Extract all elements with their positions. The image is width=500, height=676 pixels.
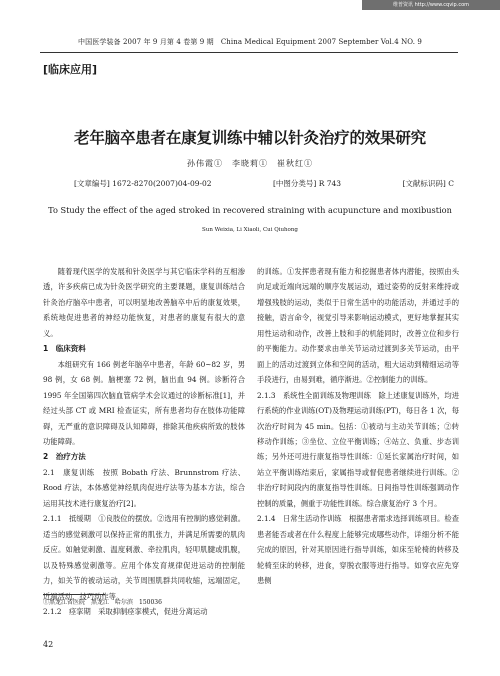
right-column (257, 264, 459, 589)
article-number: [文章编号] 1672-8270(2007)04-09-02 (74, 179, 212, 188)
section-2-1-text: 按照 Bobath 疗法、Brunnstrom 疗法、Rood 疗法，本体感觉神经肌肉促进疗法等为基本方法，综合运用其技术进行康复治疗[2]。 (43, 467, 246, 508)
page-number: 42 (43, 640, 54, 649)
section-2-1-1-heading: 2.1.1 抵缓期 (43, 514, 91, 524)
section-2-1-2-heading: 2.1.2 痉挛期 (43, 606, 91, 616)
article-title: 老年脑卒患者在康复训练中辅以针灸治疗的效果研究 (74, 129, 426, 147)
article-meta (74, 178, 454, 189)
section-2-1-3-text: 除上述康复训练外，均进行系统的作业训练(OT)及物理运动训练(PT)，每日各 1 次，每次治疗时间为 45 min。包括：①被动与主动关节训练；②转移动作训练；③坐位、立位平衡训练；④站立、负重、步态训练；另外还可进行康复指导性训练：①延长家属治疗时间，如站立平衡训练结束后，家属指导或督促患者继续进行训练。②非治疗时间段内的康复指导性训练。日间指导性训练强调动作控制的质量，侧重于功能性训练。综合康复治疗 3 个月。 (257, 390, 460, 508)
intro-paragraph: 随着现代医学的发展和针灸医学与其它临床学科的互相渗透，许多疾病已成为针灸医学研究的主要课题，康复训练结合针灸治疗脑卒中患者，可以明显地改善脑卒中后的康复效果，系统地促进患者的神经功能恢复，对患者的康复有很大的意义。 (43, 267, 245, 338)
header-rule (40, 52, 458, 53)
section-2-1-4-text: 根据患者需求选择训练项目。检查患者能否或者在什么程度上能够完成哪些动作，详细分析不能完成的原因，针对其原因进行指导训练，如床至轮椅的转移及轮椅至床的转移，进食，穿脱衣服等进行指导。如穿衣应先穿患侧 (257, 514, 459, 586)
footnote-rule (43, 594, 105, 595)
section-1-text: 本组研究有 166 例老年脑卒中患者，年龄 60~82 岁，男 98 例，女 68 例。脑梗塞 72 例，脑出血 94 例。诊断符合 1995 年全国第四次脑血管病学术会议通过的诊断标准[1]，并经过头部 CT 或 MRI 检查证实，所有患者均存在肢体功能障碍，无严重的意识障碍及认知障碍，排除其他疾病所致的肢体功能障碍。 (43, 359, 245, 446)
section-label: [临床应用] (43, 63, 98, 76)
journal-header: 中国医学装备 2007 年 9 月第 4 卷第 9 期 China Medical Equipment 2007 September Vol.4 NO. 9 (78, 38, 422, 46)
section-2-1-1-text: ①良肢位的摆放。②选用有控制的感觉刺激。适当的感觉刺激可以保持正常的肌张力，并满足所需要的肌肉反应。如触觉刺激、温度刺激、牵拉肌肉，轻叩肌腱或肌腹，以及特殊感觉刺激等。应用个体发育规律促进运动的控制能力，如关节的被动运动，关节周围肌群共同收缩，远端固定，近端活动、技巧动作等。 (43, 514, 246, 601)
english-authors: Sun Weixia, Li Xiaoli, Cui Qiuhong (202, 227, 298, 233)
watermark-banner: 维普资讯 http://www.cqvip.com (362, 0, 500, 10)
right-paragraph-1: 的训练。①发挥患者现有能力和挖掘患者体内潜能，按照由头向足或近端向远端的顺序发展运动，通过姿势的反射来维持或增强残肢的运动，类似于日常生活中的功能活动，并通过手的接触，语言命令，视觉引导来影响运动模式，更好地掌握其实用性运动和动作，改善上肢和手的机能同时，改善立位和步行的平衡能力。动作要求由单关节运动过渡到多关节运动，由平面上的活动过渡到立体和空间的活动，粗大运动到精细运动等手段进行，由易到难，循序渐进。②控制能力的训练。 (257, 267, 459, 385)
footnote: ①黑龙江省医院 黑龙江 哈尔滨 150036 (43, 599, 162, 606)
left-column (43, 264, 245, 619)
english-title: To Study the effect of the aged stroked in recovered straining with acupuncture and moxibustion (48, 205, 452, 215)
section-2-heading: 2 治疗方法 (43, 452, 86, 462)
document-code: [文献标识码] C (402, 179, 454, 188)
classification-number: [中图分类号] R 743 (273, 179, 342, 188)
authors: 孙伟霞① 李晓莉① 崔秋红① (187, 159, 313, 168)
section-2-1-3-heading: 2.1.3 系统性全面训练及物理训练 (257, 390, 371, 400)
section-2-1-heading: 2.1 康复训练 (43, 467, 95, 477)
section-2-1-4-heading: 2.1.4 日常生活动作训练 (257, 514, 342, 524)
section-2-1-2-text: 采取抑制痉挛模式，促进分离运动 (98, 606, 208, 616)
section-1-heading: 1 临床资料 (43, 344, 86, 354)
